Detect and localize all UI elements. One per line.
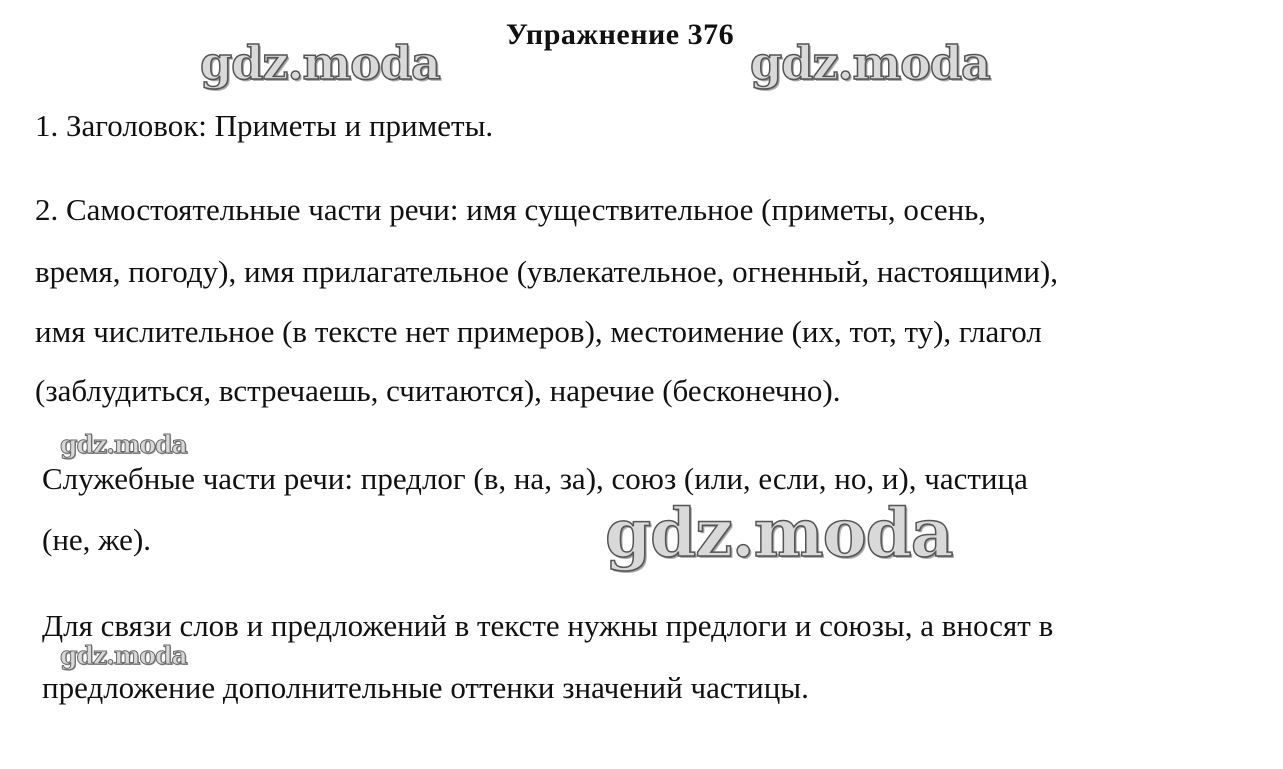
text-line-parts-1: 2. Самостоятельные части речи: имя существительное (приметы, осень, [35,192,987,227]
text-line-conclusion-2: предложение дополнительные оттенки значений частицы. [42,670,809,705]
text-line-parts-2: время, погоду), имя прилагательное (увлекательное, огненный, настоящими), [35,254,1058,289]
exercise-title: Упражнение 376 [505,18,735,51]
text-line-service-1: Служебные части речи: предлог (в, на, за), союз (или, если, но, и), частица [42,461,1028,496]
watermark-bottom-left: gdz.moda [60,641,187,670]
watermark-center: gdz.moda [605,494,953,572]
watermark-mid-left: gdz.moda [60,430,187,459]
text-line-parts-4: (заблудиться, встречаешь, считаются), наречие (бесконечно). [35,373,841,408]
watermark-top-right: gdz.moda [750,36,990,90]
text-line-conclusion-1: Для связи слов и предложений в тексте нужны предлоги и союзы, а вносят в [42,608,1054,643]
text-line-heading: 1. Заголовок: Приметы и приметы. [35,108,494,143]
text-line-service-2: (не, же). [42,522,152,557]
text-line-parts-3: имя числительное (в тексте нет примеров), местоимение (их, тот, ту), глагол [35,314,1042,349]
watermark-top-left: gdz.moda [200,36,440,90]
